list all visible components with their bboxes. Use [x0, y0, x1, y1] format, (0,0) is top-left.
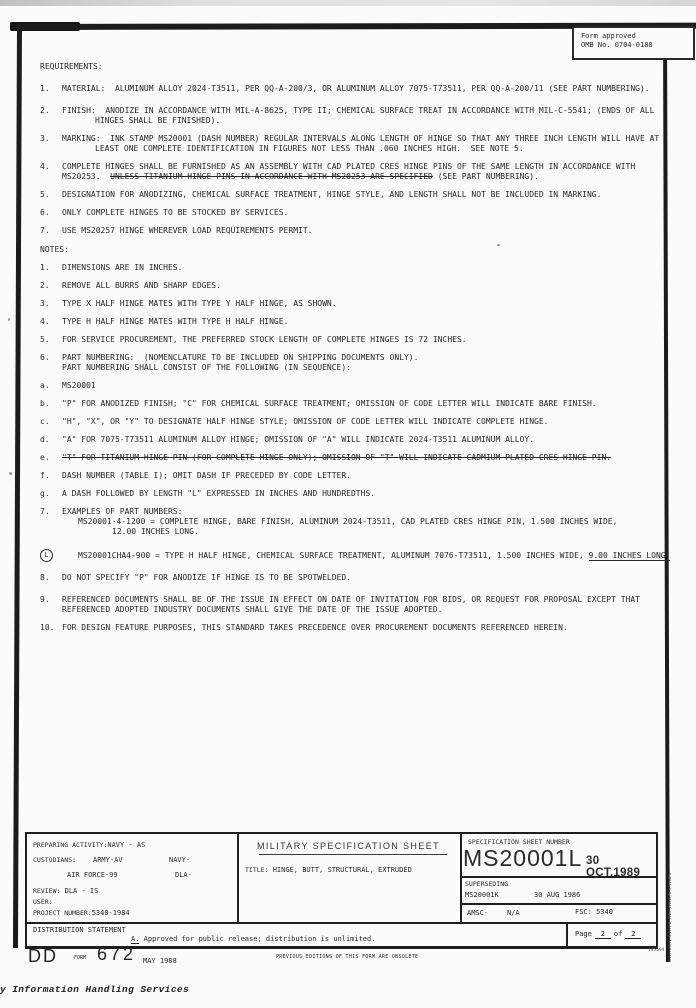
doc-text: DIMENSIONS ARE IN INCHES. — [62, 263, 183, 272]
doc-text: "H", "X", OR "Y" TO DESIGNATE HALF HINGE STYLE; OMISSION OF CODE LETTER WILL INDICATE COMPLETE HINGE. — [62, 417, 549, 426]
doc-text: "P" FOR ANODIZED FINISH; "C" FOR CHEMICAL SURFACE TREATMENT; OMISSION OF CODE LETTER WILL INDICATE BARE FINISH. — [62, 399, 597, 408]
user-label: USER: — [33, 898, 53, 906]
item-marker: 2. — [40, 106, 50, 115]
fsc-value: 5340 — [596, 908, 613, 916]
doc-line — [0, 106, 690, 116]
doc-line — [0, 116, 690, 126]
doc-line — [0, 299, 690, 309]
item-marker: g. — [40, 489, 50, 498]
superseding-label: SUPERSEDING — [465, 880, 509, 888]
item-marker: 4. — [40, 317, 50, 326]
doc-line — [0, 417, 690, 427]
doc-text: REFERENCED DOCUMENTS SHALL BE OF THE ISSUE IN EFFECT ON DATE OF INVITATION FOR BIDS, OR REQUEST FOR PROPOSAL EXCEPT THAT — [62, 595, 640, 604]
page-number: 2 — [595, 930, 611, 939]
form-approved-box — [572, 26, 695, 60]
amsc-value: N/A — [507, 909, 520, 917]
doc-line — [0, 381, 690, 391]
doc-text: 12.00 INCHES LONG. — [112, 527, 199, 536]
strikethrough-text: UNLESS TITANIUM HINGE PINS IN ACCORDANCE WITH MS20253 ARE SPECIFIED — [110, 172, 433, 181]
doc-line — [0, 551, 690, 561]
doc-line — [0, 623, 690, 633]
preparing-activity-value: NAVY - AS — [107, 841, 146, 849]
item-marker: 7. — [40, 226, 50, 235]
doc-text: DO NOT SPECIFY "P" FOR ANODIZE IF HINGE IS TO BE SPOTWELDED. — [62, 573, 351, 582]
doc-text: MARKING: INK STAMP MS20001 (DASH NUMBER) REGULAR INTERVALS ALONG LENGTH OF HINGE SO THAT ANY THREE INCH LENGTH WILL HAVE AT — [62, 134, 660, 143]
custodians-label: CUSTODIANS: — [33, 856, 77, 864]
doc-line — [0, 489, 690, 499]
item-marker: e. — [40, 453, 50, 462]
doc-text: MS20001-4-1200 = COMPLETE HINGE, BARE FINISH, ALUMINUM 2024-T3511, CAD PLATED CRES HINGE PIN, 1.500 INCHES WIDE, — [78, 517, 618, 526]
reprographics-vertical-text: GARDEN STATE REPROGRAPHICS — [667, 872, 672, 962]
doc-line — [0, 363, 690, 373]
doc-line — [0, 62, 690, 72]
doc-text: "A" FOR 7075-T73511 ALUMINUM ALLOY HINGE; OMISSION OF "A" WILL INDICATE 2024-T3511 ALUMINUM ALLOY. — [62, 435, 535, 444]
item-marker: 3. — [40, 299, 50, 308]
circled-letter-marker: L — [40, 549, 53, 562]
doc-text: PART NUMBERING: (NOMENCLATURE TO BE INCLUDED ON SHIPPING DOCUMENTS ONLY). — [62, 353, 419, 362]
item-marker: 2. — [40, 281, 50, 290]
doc-text: FINISH: ANODIZE IN ACCORDANCE WITH MIL-A-8625, TYPE II; CHEMICAL SURFACE TREAT IN ACCORDANCE WITH MIL-C-5541; (ENDS OF ALL — [62, 106, 655, 115]
doc-line — [0, 453, 690, 463]
custodians-air-force: AIR FORCE-99 — [67, 871, 118, 879]
doc-line — [0, 263, 690, 273]
item-marker: 6. — [40, 353, 50, 362]
doc-line — [0, 471, 690, 481]
title-value: HINGE, BUTT, STRUCTURAL, EXTRUDED — [272, 866, 412, 874]
project-number: 5340-1984 — [91, 909, 130, 917]
doc-line — [0, 245, 690, 255]
distribution-label: DISTRIBUTION STATEMENT — [33, 926, 126, 934]
doc-text: LEAST ONE COMPLETE IDENTIFICATION IN FIGURES NOT LESS THAN .060 INCHES HIGH. SEE NOTE 5. — [95, 144, 524, 153]
doc-line — [0, 527, 690, 537]
doc-text: NOTES: — [40, 245, 69, 254]
doc-line — [0, 172, 690, 182]
distribution-statement — [131, 935, 375, 943]
doc-line — [0, 162, 690, 172]
preparing-activity-label: PREPARING ACTIVITY: — [33, 841, 108, 849]
doc-text: USE MS20257 HINGE WHEREVER LOAD REQUIREMENTS PERMIT. — [62, 226, 313, 235]
form-word: FORM — [74, 955, 87, 961]
item-marker: 9. — [40, 595, 50, 604]
review-value: DLA - IS — [64, 887, 99, 895]
item-marker: d. — [40, 435, 50, 444]
doc-text: EXAMPLES OF PART NUMBERS: — [62, 507, 183, 516]
doc-text: DESIGNATION FOR ANODIZING, CHEMICAL SURFACE TREATMENT, HINGE STYLE, AND LENGTH SHALL NOT BE INCLUDED IN MARKING. — [62, 190, 602, 199]
underlined-text: 9.00 INCHES LONG. — [588, 551, 671, 560]
strikethrough-text: "T" FOR TITANIUM HINGE PIN (FOR COMPLETE HINGE ONLY); OMISSION OF "T" WILL INDICATE CADMIUM PLATED CRES HINGE PIN. — [62, 453, 612, 462]
sheet-heading-rule — [259, 854, 447, 855]
document-body — [0, 62, 690, 633]
doc-line — [0, 573, 690, 583]
superseding-number: MS20001K — [465, 891, 499, 899]
spec-number: MS20001L — [463, 845, 583, 871]
amsc-label: AMSC- — [467, 909, 489, 917]
title-label: TITLE: — [245, 866, 269, 874]
custodians-army: ARMY-AV — [93, 856, 123, 864]
page-total: 2 — [625, 930, 641, 939]
review-row — [33, 887, 98, 895]
doc-line — [0, 317, 690, 327]
item-marker: 8. — [40, 573, 50, 582]
project-row — [33, 909, 130, 917]
doc-text: TYPE H HALF HINGE MATES WITH TYPE H HALF HINGE. — [62, 317, 289, 326]
form-approved-line2: OMB No. 0704-0188 — [581, 41, 653, 49]
doc-line — [0, 335, 690, 345]
fsc-label: FSC: — [575, 908, 592, 916]
spec-date: 30 OCT.1989 — [586, 855, 641, 879]
doc-text: FOR SERVICE PROCUREMENT, THE PREFERRED STOCK LENGTH OF COMPLETE HINGES IS 72 INCHES. — [62, 335, 467, 344]
obsolete-note: PREVIOUS EDITIONS OF THIS FORM ARE OBSOLETE — [276, 954, 419, 960]
doc-text: FOR DESIGN FEATURE PURPOSES, THIS STANDARD TAKES PRECEDENCE OVER PROCUREMENT DOCUMENTS REFERENCED HEREIN. — [62, 623, 568, 632]
item-marker: 10. — [40, 623, 55, 632]
superseding-date: 30 AUG 1986 — [534, 891, 581, 899]
item-marker: 7. — [40, 507, 50, 516]
doc-line — [0, 399, 690, 409]
distribution-a: A. — [131, 935, 140, 943]
doc-text: A DASH FOLLOWED BY LENGTH "L" EXPRESSED IN INCHES AND HUNDREDTHS. — [62, 489, 376, 498]
doc-text: MS20253. — [62, 172, 111, 181]
doc-line — [0, 84, 690, 94]
item-marker: 1. — [40, 84, 50, 93]
doc-line — [0, 595, 690, 605]
preparing-activity-row — [33, 841, 145, 849]
doc-text: TYPE X HALF HINGE MATES WITH TYPE Y HALF HINGE, AS SHOWN. — [62, 299, 337, 308]
doc-text: REMOVE ALL BURRS AND SHARP EDGES. — [62, 281, 221, 290]
page-label: Page — [575, 930, 592, 938]
doc-text: HINGES SHALL BE FINISHED). — [95, 116, 221, 125]
fsc-row — [575, 908, 613, 916]
item-marker: a. — [40, 381, 50, 390]
doc-line — [0, 226, 690, 236]
table-divider — [460, 834, 462, 922]
doc-line — [0, 281, 690, 291]
page-of: of — [613, 930, 623, 938]
form-approved-line1: Form approved — [581, 32, 636, 40]
footer-table — [25, 832, 658, 949]
spec-number-label: SPECIFICATION SHEET NUMBER — [468, 838, 570, 846]
review-label: REVIEW: — [33, 887, 61, 895]
doc-text: MATERIAL: ALUMINUM ALLOY 2024-T3511, PER QQ-A-200/3, OR ALUMINUM ALLOY 7075-T73511, PER QQ-A-200/11 (SEE PART NUMBERING). — [62, 84, 650, 93]
doc-line — [0, 190, 690, 200]
sheet-heading: MILITARY SPECIFICATION SHEET — [256, 841, 441, 851]
print-number: 145594 — [648, 948, 665, 953]
table-divider — [460, 903, 656, 905]
table-divider — [566, 924, 568, 946]
item-marker: 5. — [40, 190, 50, 199]
custodians-dla: DLA- — [175, 871, 192, 879]
dd-form-mark: DD — [28, 946, 58, 966]
doc-text: REQUIREMENTS: — [40, 62, 103, 71]
item-marker: 1. — [40, 263, 50, 272]
doc-text: MS20001 — [62, 381, 96, 390]
doc-line — [0, 144, 690, 154]
doc-line — [0, 507, 690, 517]
doc-text: (SEE PART NUMBERING). — [432, 172, 539, 181]
doc-text: MS20001CHA4-900 = TYPE H HALF HINGE, CHEMICAL SURFACE TREATMENT, ALUMINUM 7076-T73511, 1.500 INCHES WIDE, — [78, 551, 589, 560]
handling-services-text: y Information Handling Services — [0, 984, 190, 995]
doc-text: PART NUMBERING SHALL CONSIST OF THE FOLLOWING (IN SEQUENCE): — [62, 363, 351, 372]
doc-text: COMPLETE HINGES SHALL BE FURNISHED AS AN ASSEMBLY WITH CAD PLATED CRES HINGE PINS OF THE SAME LENGTH IN ACCORDANCE WITH — [62, 162, 636, 171]
form-date: MAY 1988 — [143, 957, 177, 965]
item-marker: 3. — [40, 134, 50, 143]
item-marker: c. — [40, 417, 50, 426]
form-number: 672 — [97, 944, 137, 964]
item-marker: b. — [40, 399, 50, 408]
doc-line — [0, 605, 690, 615]
item-marker: 5. — [40, 335, 50, 344]
doc-line — [0, 353, 690, 363]
doc-text: ONLY COMPLETE HINGES TO BE STOCKED BY SERVICES. — [62, 208, 289, 217]
table-divider — [27, 922, 656, 924]
custodians-navy: NAVY- — [169, 856, 191, 864]
item-marker: 6. — [40, 208, 50, 217]
doc-line — [0, 208, 690, 218]
doc-text: REFERENCED ADOPTED INDUSTRY DOCUMENTS SHALL GIVE THE DATE OF THE ISSUE ADOPTED. — [62, 605, 443, 614]
page-indicator — [575, 930, 644, 939]
title-row — [245, 866, 412, 874]
item-marker: f. — [40, 471, 50, 480]
distribution-text: Approved for public release; distribution is unlimited. — [139, 935, 376, 943]
doc-text: DASH NUMBER (TABLE I); OMIT DASH IF PRECEDED BY CODE LETTER. — [62, 471, 351, 480]
scan-smudge-top — [0, 0, 696, 6]
doc-line — [0, 435, 690, 445]
project-label: PROJECT NUMBER: — [33, 909, 92, 917]
doc-line — [0, 134, 690, 144]
item-marker: 4. — [40, 162, 50, 171]
doc-line — [0, 517, 690, 527]
